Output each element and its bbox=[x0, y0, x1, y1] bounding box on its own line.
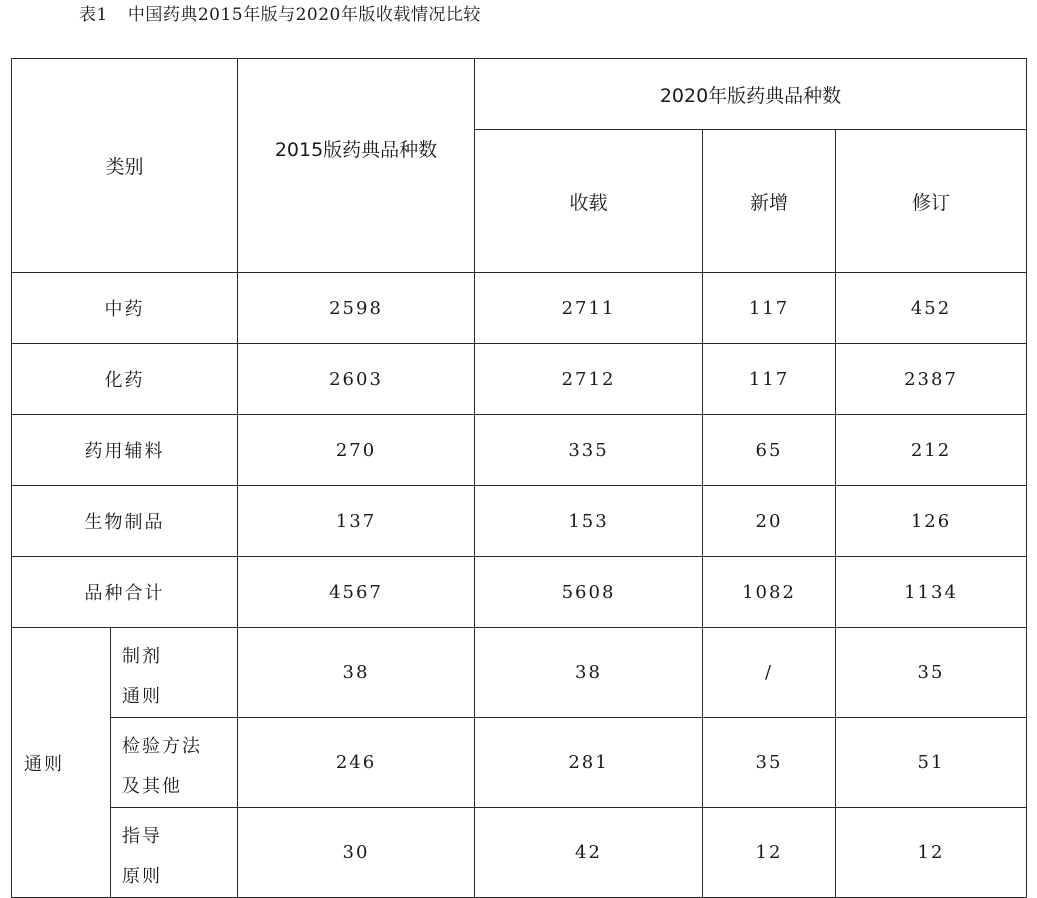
cell-revised: 212 bbox=[836, 415, 1027, 486]
cell-included: 153 bbox=[475, 486, 703, 557]
cell-2015: 4567 bbox=[238, 557, 475, 628]
caption-title: 中国药典2015年版与2020年版收载情况比较 bbox=[127, 5, 481, 25]
header-revised: 修订 bbox=[836, 130, 1027, 273]
subcategory-line: 制剂 bbox=[122, 646, 162, 667]
subcategory-line: 指导 bbox=[122, 826, 162, 847]
table-row bbox=[12, 718, 1027, 808]
cell-2015: 2603 bbox=[238, 344, 475, 415]
cell-included: 5608 bbox=[475, 557, 703, 628]
header-category: 类别 bbox=[12, 59, 238, 273]
header-row-1 bbox=[12, 59, 1027, 130]
general-label: 通则 bbox=[12, 628, 111, 898]
header-added: 新增 bbox=[703, 130, 836, 273]
cell-included: 2712 bbox=[475, 344, 703, 415]
table-row bbox=[12, 273, 1027, 344]
table-row bbox=[12, 808, 1027, 898]
cell-included: 42 bbox=[475, 808, 703, 898]
cell-added: 117 bbox=[703, 344, 836, 415]
row-label: 化药 bbox=[12, 344, 238, 415]
row-label: 中药 bbox=[12, 273, 238, 344]
cell-added: 65 bbox=[703, 415, 836, 486]
general-subcategory bbox=[111, 628, 238, 718]
cell-2015: 246 bbox=[238, 718, 475, 808]
row-label: 药用辅料 bbox=[12, 415, 238, 486]
general-subcategory bbox=[111, 808, 238, 898]
table-row bbox=[12, 628, 1027, 718]
cell-revised: 51 bbox=[836, 718, 1027, 808]
table-caption bbox=[79, 2, 481, 28]
row-label: 品种合计 bbox=[12, 557, 238, 628]
subcategory-line: 原则 bbox=[122, 866, 162, 887]
cell-revised: 35 bbox=[836, 628, 1027, 718]
header-2015-edition: 2015版药典品种数 bbox=[238, 59, 475, 273]
caption-number: 表1 bbox=[79, 5, 108, 25]
cell-added: 12 bbox=[703, 808, 836, 898]
subcategory-line: 通则 bbox=[122, 686, 162, 707]
row-label: 生物制品 bbox=[12, 486, 238, 557]
table-row bbox=[12, 344, 1027, 415]
table-row bbox=[12, 486, 1027, 557]
cell-2015: 2598 bbox=[238, 273, 475, 344]
cell-added: / bbox=[703, 628, 836, 718]
cell-revised: 452 bbox=[836, 273, 1027, 344]
cell-included: 281 bbox=[475, 718, 703, 808]
comparison-table bbox=[11, 58, 1027, 898]
cell-added: 117 bbox=[703, 273, 836, 344]
cell-2015: 137 bbox=[238, 486, 475, 557]
table-row bbox=[12, 557, 1027, 628]
table-row bbox=[12, 415, 1027, 486]
cell-added: 35 bbox=[703, 718, 836, 808]
subcategory-line: 及其他 bbox=[122, 776, 182, 797]
cell-2015: 30 bbox=[238, 808, 475, 898]
cell-included: 335 bbox=[475, 415, 703, 486]
cell-included: 2711 bbox=[475, 273, 703, 344]
cell-included: 38 bbox=[475, 628, 703, 718]
cell-2015: 38 bbox=[238, 628, 475, 718]
subcategory-line: 检验方法 bbox=[122, 736, 202, 757]
cell-added: 20 bbox=[703, 486, 836, 557]
cell-revised: 126 bbox=[836, 486, 1027, 557]
cell-revised: 2387 bbox=[836, 344, 1027, 415]
general-subcategory bbox=[111, 718, 238, 808]
header-included: 收载 bbox=[475, 130, 703, 273]
cell-revised: 12 bbox=[836, 808, 1027, 898]
header-2020-edition: 2020年版药典品种数 bbox=[475, 59, 1027, 130]
cell-2015: 270 bbox=[238, 415, 475, 486]
cell-revised: 1134 bbox=[836, 557, 1027, 628]
cell-added: 1082 bbox=[703, 557, 836, 628]
